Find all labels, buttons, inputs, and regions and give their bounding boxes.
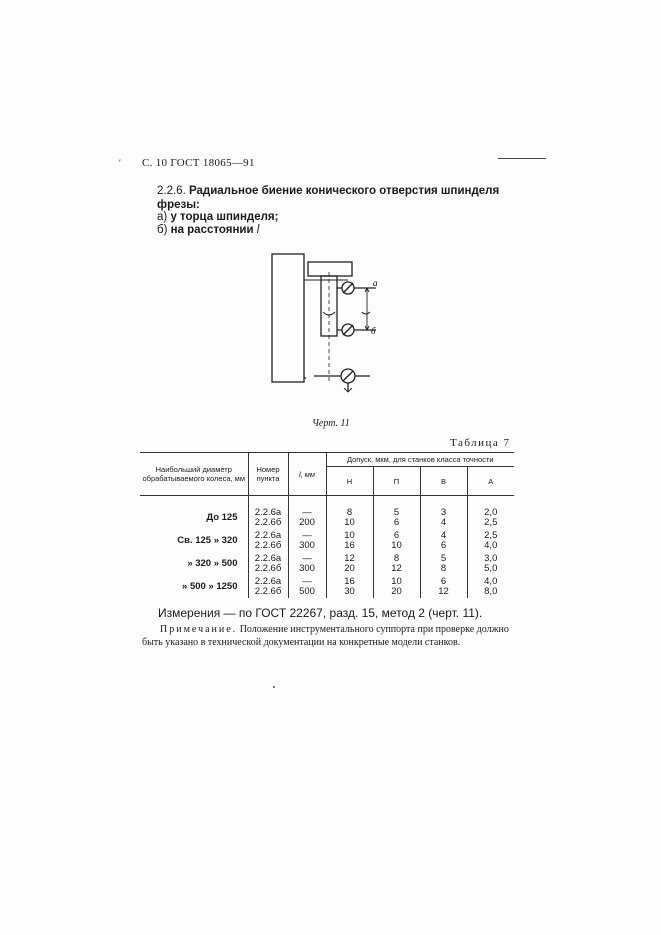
header-class-a: А <box>467 467 514 496</box>
cell-a: 2,5 <box>484 516 498 528</box>
cell-l: — <box>302 552 312 564</box>
remark-text: Положение инструментального суппорта при проверке должно быть указано в технической документации на конкретные модели станков. <box>142 624 509 648</box>
cell-p: 12 <box>391 562 402 574</box>
cell-item: 2.2.6а <box>254 506 282 518</box>
cell-p: 6 <box>393 529 400 541</box>
cell-v: 3 <box>440 506 447 518</box>
margin-mark: ′ <box>119 158 121 168</box>
cell-p: 20 <box>391 585 402 597</box>
cell-p: 10 <box>391 575 402 587</box>
header-tolerance: Допуск, мкм, для станков класса точности <box>326 453 514 467</box>
header-l: l, мм <box>288 453 326 496</box>
list-text: на расстоянии <box>170 224 254 236</box>
cell-item: 2.2.6б <box>254 562 282 574</box>
cell-l: — <box>302 529 312 541</box>
spindle-measurement-diagram <box>266 250 382 400</box>
cell-v: 8 <box>440 562 447 574</box>
table-row <box>140 529 514 552</box>
cell-h: 10 <box>344 529 355 541</box>
cell-h: 20 <box>344 562 355 574</box>
tolerance-table <box>140 452 514 598</box>
cell-l: 500 <box>299 585 315 597</box>
test-mandrel <box>321 276 337 336</box>
table-title: Таблица 7 <box>450 437 511 449</box>
page-header: С. 10 ГОСТ 18065—91 <box>142 157 255 169</box>
header-class-p: П <box>373 467 420 496</box>
cell-l: 300 <box>299 539 315 551</box>
cell-range: » 500 » 1250 <box>182 580 238 592</box>
cell-a: 4,0 <box>484 575 498 587</box>
cell-p: 6 <box>393 516 400 528</box>
cell-v: 6 <box>440 575 447 587</box>
list-prefix: а) <box>157 211 168 223</box>
header-diameter: Наибольший диаметр обрабатываемого колеса, мм <box>140 453 248 496</box>
cell-a: 2,0 <box>484 506 498 518</box>
cell-a: 4,0 <box>484 539 498 551</box>
spindle-head <box>308 262 352 276</box>
cell-range: Св. 125 » 320 <box>177 534 238 546</box>
column-body <box>272 254 304 382</box>
cell-v: 4 <box>440 516 447 528</box>
cell-h: 16 <box>344 575 355 587</box>
measurement-note: Измерения — по ГОСТ 22267, разд. 15, метод 2 (черт. 11). <box>158 606 483 620</box>
cell-h: 10 <box>344 516 355 528</box>
cell-l: — <box>302 575 312 587</box>
cell-v: 6 <box>440 539 447 551</box>
cell-l: — <box>302 506 312 518</box>
header-class-h: Н <box>326 467 373 496</box>
cell-range: До 125 <box>206 511 238 523</box>
section-heading <box>157 184 517 212</box>
table-row <box>140 552 514 575</box>
cell-p: 8 <box>393 552 400 564</box>
cell-p: 10 <box>391 539 402 551</box>
table-row <box>140 506 514 529</box>
list-item <box>157 224 259 236</box>
cell-h: 8 <box>346 506 353 518</box>
section-number: 2.2.6. <box>157 185 186 197</box>
cell-v: 5 <box>440 552 447 564</box>
speck <box>273 686 275 688</box>
label-b: б <box>371 326 376 336</box>
figure-caption: Черт. 11 <box>312 418 350 429</box>
remark-label: Примечание. <box>160 624 238 635</box>
cell-v: 12 <box>438 585 449 597</box>
header-class-v: В <box>420 467 467 496</box>
cell-item: 2.2.6б <box>254 516 282 528</box>
section-title: Радиальное биение конического отверстия шпинделя фрезы: <box>157 185 500 211</box>
cell-range: » 320 » 500 <box>187 557 238 569</box>
list-text: у торца шпинделя; <box>170 211 279 223</box>
cell-item: 2.2.6а <box>254 575 282 587</box>
cell-h: 12 <box>344 552 355 564</box>
header-item: Номер пункта <box>248 453 288 496</box>
label-a: а <box>373 278 378 288</box>
cell-item: 2.2.6б <box>254 585 282 597</box>
cell-a: 2,5 <box>484 529 498 541</box>
list-item <box>157 211 278 223</box>
cell-item: 2.2.6б <box>254 539 282 551</box>
cell-item: 2.2.6а <box>254 552 282 564</box>
list-var: l <box>256 224 260 236</box>
cell-l: 200 <box>299 516 315 528</box>
cell-h: 16 <box>344 539 355 551</box>
remark <box>142 623 516 649</box>
header-rule <box>498 158 546 159</box>
table-row <box>140 575 514 598</box>
cell-item: 2.2.6а <box>254 529 282 541</box>
list-prefix: б) <box>157 224 168 236</box>
cell-a: 5,0 <box>484 562 498 574</box>
cell-a: 3,0 <box>484 552 498 564</box>
cell-v: 4 <box>440 529 447 541</box>
cell-h: 30 <box>344 585 355 597</box>
cell-a: 8,0 <box>484 585 498 597</box>
cell-p: 5 <box>393 506 400 518</box>
cell-l: 300 <box>299 562 315 574</box>
